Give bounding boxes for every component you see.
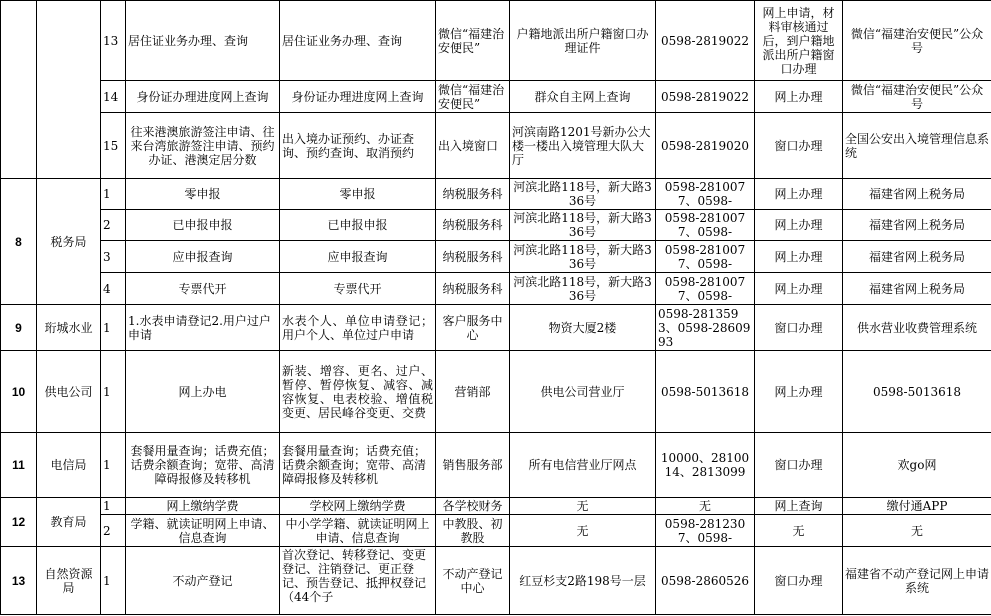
table-row	[1, 241, 991, 273]
item-cell: 1.水表申请登记2.用户过户申请	[126, 305, 280, 351]
method-cell: 窗口办理	[755, 547, 843, 615]
channel-cell: 缴付通APP	[843, 498, 991, 515]
unit-cell: 营销部	[436, 351, 510, 433]
table-row	[1, 433, 991, 498]
channel-cell: 供水营业收费管理系统	[843, 305, 991, 351]
method-cell: 网上办理	[755, 351, 843, 433]
method-cell: 网上办理	[755, 241, 843, 273]
row-index: 3	[101, 241, 126, 273]
item-cell: 网上办电	[126, 351, 280, 433]
table-row	[1, 1, 991, 81]
channel-cell: 欢go网	[843, 433, 991, 498]
unit-cell: 微信“福建治安便民”	[436, 1, 510, 81]
address-cell: 河滨南路1201号新办公大楼一楼出入境管理大队大厅	[510, 113, 656, 179]
item-cell: 网上缴纳学费	[126, 498, 280, 515]
address-cell: 河滨北路118号，新大路336号	[510, 210, 656, 241]
phone-cell: 0598-2819022	[656, 1, 755, 81]
table-row	[1, 515, 991, 547]
address-cell: 所有电信营业厅网点	[510, 433, 656, 498]
address-cell: 户籍地派出所户籍窗口办理证件	[510, 1, 656, 81]
channel-cell: 福建省不动产登记网上申请系统	[843, 547, 991, 615]
scope-cell: 身份证办理进度网上查询	[280, 81, 436, 113]
table-row	[1, 113, 991, 179]
scope-cell: 首次登记、转移登记、变更登记、注销登记、更正登记、预告登记、抵押权登记（44个子	[280, 547, 436, 615]
scope-cell: 套餐用量查询；话费充值；话费余额查询；宽带、高清障碍报修及转移机	[280, 433, 436, 498]
dept-number: 10	[1, 351, 37, 433]
channel-cell: 全国公安出入境管理信息系统	[843, 113, 991, 179]
dept-number: 12	[1, 498, 37, 547]
phone-cell: 0598-2810077、0598-	[656, 273, 755, 305]
method-cell: 网上申请，材料审核通过后，到户籍地派出所户籍窗口办理	[755, 1, 843, 81]
phone-cell: 0598-2813593、0598-2860993	[656, 305, 755, 351]
channel-cell: 0598-5013618	[843, 351, 991, 433]
table-row	[1, 547, 991, 615]
unit-cell: 微信“福建治安便民”	[436, 81, 510, 113]
table-row	[1, 351, 991, 433]
dept-name: 电信局	[37, 433, 101, 498]
scope-cell: 出入境办证预约、办证查询、预约查询、取消预约	[280, 113, 436, 179]
address-cell: 物资大厦2楼	[510, 305, 656, 351]
dept-number: 13	[1, 547, 37, 615]
row-index: 4	[101, 273, 126, 305]
phone-cell: 0598-2810077、0598-	[656, 179, 755, 210]
address-cell: 群众自主网上查询	[510, 81, 656, 113]
dept-number: 8	[1, 179, 37, 305]
table-row	[1, 273, 991, 305]
row-index: 2	[101, 210, 126, 241]
unit-cell: 出入境窗口	[436, 113, 510, 179]
table-row	[1, 305, 991, 351]
item-cell: 套餐用量查询；话费充值；话费余额查询；宽带、高清障碍报修及转移机	[126, 433, 280, 498]
item-cell: 不动产登记	[126, 547, 280, 615]
channel-cell: 福建省网上税务局	[843, 241, 991, 273]
item-cell: 零申报	[126, 179, 280, 210]
dept-name-cell	[37, 1, 101, 179]
row-index: 14	[101, 81, 126, 113]
unit-cell: 销售服务部	[436, 433, 510, 498]
scope-cell: 中小学学籍、就读证明网上申请、信息查询	[280, 515, 436, 547]
dept-name: 税务局	[37, 179, 101, 305]
row-index: 1	[101, 305, 126, 351]
method-cell: 窗口办理	[755, 433, 843, 498]
method-cell: 网上办理	[755, 179, 843, 210]
channel-cell: 微信“福建治安便民”公众号	[843, 81, 991, 113]
phone-cell: 0598-2819020	[656, 113, 755, 179]
row-index: 1	[101, 547, 126, 615]
dept-number-cell	[1, 1, 37, 179]
phone-cell: 0598-2819022	[656, 81, 755, 113]
item-cell: 已申报申报	[126, 210, 280, 241]
method-cell: 无	[755, 515, 843, 547]
table-row	[1, 179, 991, 210]
address-cell: 供电公司营业厅	[510, 351, 656, 433]
unit-cell: 纳税服务科	[436, 273, 510, 305]
table-row	[1, 498, 991, 515]
channel-cell: 福建省网上税务局	[843, 210, 991, 241]
phone-cell: 0598-2810077、0598-	[656, 241, 755, 273]
item-cell: 应申报查询	[126, 241, 280, 273]
unit-cell: 纳税服务科	[436, 179, 510, 210]
method-cell: 网上办理	[755, 273, 843, 305]
item-cell: 身份证办理进度网上查询	[126, 81, 280, 113]
phone-cell: 0598-5013618	[656, 351, 755, 433]
address-cell: 河滨北路118号，新大路336号	[510, 241, 656, 273]
channel-cell: 微信“福建治安便民”公众号	[843, 1, 991, 81]
row-index: 1	[101, 179, 126, 210]
item-cell: 往来港澳旅游签注申请、往来台湾旅游签注申请、预约办证、港澳定居分数	[126, 113, 280, 179]
unit-cell: 纳税服务科	[436, 241, 510, 273]
unit-cell: 中教股、初教股	[436, 515, 510, 547]
channel-cell: 福建省网上税务局	[843, 273, 991, 305]
item-cell: 专票代开	[126, 273, 280, 305]
channel-cell: 福建省网上税务局	[843, 179, 991, 210]
phone-cell: 10000、2810014、2813099	[656, 433, 755, 498]
row-index: 1	[101, 433, 126, 498]
unit-cell: 客户服务中心	[436, 305, 510, 351]
dept-name: 供电公司	[37, 351, 101, 433]
scope-cell: 水表个人、单位申请登记；用户个人、单位过户申请	[280, 305, 436, 351]
scope-cell: 应申报查询	[280, 241, 436, 273]
row-index: 1	[101, 498, 126, 515]
item-cell: 居住证业务办理、查询	[126, 1, 280, 81]
dept-number: 9	[1, 305, 37, 351]
row-index: 13	[101, 1, 126, 81]
phone-cell: 0598-2860526	[656, 547, 755, 615]
row-index: 15	[101, 113, 126, 179]
table-row	[1, 210, 991, 241]
scope-cell: 零申报	[280, 179, 436, 210]
phone-cell: 无	[656, 498, 755, 515]
dept-name: 教育局	[37, 498, 101, 547]
method-cell: 网上办理	[755, 81, 843, 113]
scope-cell: 居住证业务办理、查询	[280, 1, 436, 81]
scope-cell: 学校网上缴纳学费	[280, 498, 436, 515]
phone-cell: 0598-2812307、0598-	[656, 515, 755, 547]
method-cell: 网上办理	[755, 210, 843, 241]
item-cell: 学籍、就读证明网上申请、信息查询	[126, 515, 280, 547]
address-cell: 无	[510, 498, 656, 515]
method-cell: 窗口办理	[755, 113, 843, 179]
scope-cell: 新装、增容、更名、过户、暂停、暂停恢复、减容、减容恢复、电表校验、增值税变更、居民峰谷变更、交费	[280, 351, 436, 433]
channel-cell: 无	[843, 515, 991, 547]
address-cell: 河滨北路118号，新大路336号	[510, 179, 656, 210]
row-index: 1	[101, 351, 126, 433]
method-cell: 窗口办理	[755, 305, 843, 351]
method-cell: 网上查询	[755, 498, 843, 515]
address-cell: 河滨北路118号，新大路336号	[510, 273, 656, 305]
address-cell: 无	[510, 515, 656, 547]
address-cell: 红豆杉支2路198号一层	[510, 547, 656, 615]
phone-cell: 0598-2810077、0598-	[656, 210, 755, 241]
scope-cell: 已申报申报	[280, 210, 436, 241]
unit-cell: 纳税服务科	[436, 210, 510, 241]
dept-number: 11	[1, 433, 37, 498]
scope-cell: 专票代开	[280, 273, 436, 305]
unit-cell: 各学校财务	[436, 498, 510, 515]
dept-name: 珩城水业	[37, 305, 101, 351]
row-index: 2	[101, 515, 126, 547]
dept-name: 自然资源局	[37, 547, 101, 615]
unit-cell: 不动产登记中心	[436, 547, 510, 615]
table-row	[1, 81, 991, 113]
